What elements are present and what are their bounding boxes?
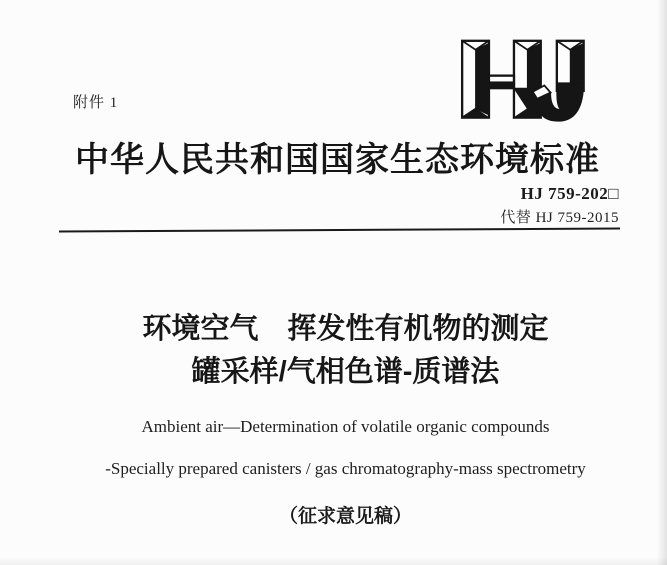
title-english-line1: Ambient air—Determination of volatile organic compounds [141, 417, 550, 436]
hj-logo [455, 36, 589, 126]
hj-logo-graphic [455, 36, 589, 126]
title-chinese-line1: 环境空气 挥发性有机物的测定 [142, 313, 549, 345]
title-chinese-line2: 罐采样/气相色谱-质谱法 [191, 356, 500, 388]
national-standard-heading: 中华人民共和国国家生态环境标准 [75, 142, 600, 179]
attachment-label: 附件 1 [73, 95, 119, 111]
draft-for-comments-note: （征求意见稿） [278, 506, 412, 527]
title-english-line2: -Specially prepared canisters / gas chromatography-mass spectrometry [105, 459, 586, 478]
standard-number: HJ 759-202□ [520, 184, 619, 203]
divider-line [59, 228, 620, 233]
replaces-note: 代替 HJ 759-2015 [500, 210, 619, 226]
